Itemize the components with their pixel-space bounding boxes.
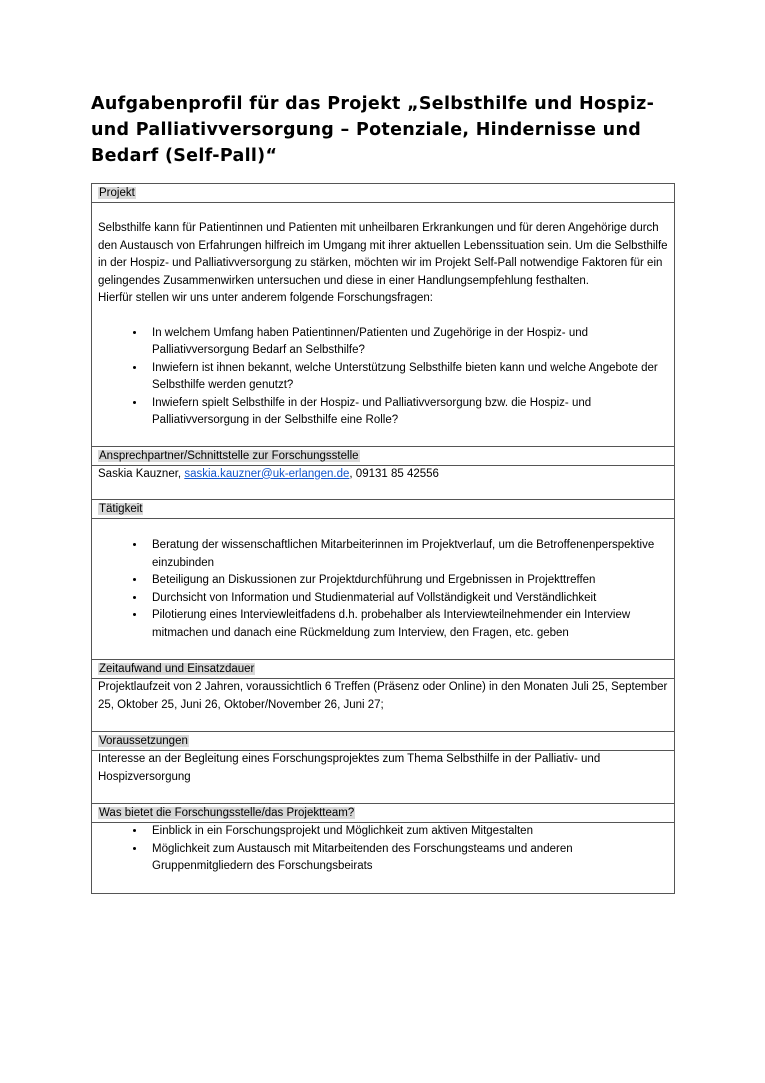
list-item: • Beratung der wissenschaftlichen Mitarbeiterinnen im Projektverlauf, um die Betroffenenperspektive einzubinden [146, 537, 668, 572]
section-angebot [92, 803, 674, 893]
section-taetigkeit [92, 499, 674, 659]
list-item: • Beteiligung an Diskussionen zur Projektdurchführung und Ergebnissen in Projekttreffen [146, 572, 668, 590]
contact-email-link[interactable]: saskia.kauzner@uk-erlangen.de [184, 467, 350, 480]
list-item: • Durchsicht von Information und Studienmaterial auf Vollständigkeit und Verständlichkeit [146, 590, 668, 608]
section-heading-voraussetzungen: Voraussetzungen [92, 732, 674, 751]
contact-phone: , 09131 85 42556 [349, 467, 439, 480]
list-item: • Möglichkeit zum Austausch mit Mitarbeitenden des Forschungsteams und anderen Gruppenmitgliedern des Forschungsbeirats [146, 841, 668, 876]
zeitaufwand-text: Projektlaufzeit von 2 Jahren, voraussichtlich 6 Treffen (Präsenz oder Online) in den Monaten Juli 25, September 25, Oktober 25, Juni 26, Oktober/November 26, Juni 27; [98, 681, 668, 711]
projekt-intro: Hierfür stellen wir uns unter anderem folgende Forschungsfragen: [98, 292, 433, 304]
section-zeitaufwand [92, 659, 674, 731]
section-voraussetzungen [92, 731, 674, 803]
voraussetzungen-text: Interesse an der Begleitung eines Forschungsprojektes zum Thema Selbsthilfe in der Palliativ- und Hospizversorgung [98, 753, 601, 783]
contact-name: Saskia Kauzner, [98, 467, 185, 480]
section-heading-projekt: Projekt [92, 184, 674, 203]
offer-list [98, 823, 668, 876]
section-ansprechpartner [92, 446, 674, 500]
research-questions-list [98, 325, 668, 430]
section-heading-ansprechpartner: Ansprechpartner/Schnittstelle zur Forschungsstelle [92, 447, 674, 466]
list-item: • Pilotierung eines Interviewleitfadens d.h. probehalber als Interviewteilnehmender ein Interview mitmachen und danach eine Rückmeldung zum Interview, den Fragen, etc. geben [146, 607, 668, 642]
list-item: • In welchem Umfang haben Patientinnen/Patienten und Zugehörige in der Hospiz- und Palliativversorgung Bedarf an Selbsthilfe? [146, 325, 668, 360]
list-item: • Inwiefern spielt Selbsthilfe in der Hospiz- und Palliativversorgung bzw. die Hospiz- und Palliativversorgung in der Selbsthilfe eine Rolle? [146, 395, 668, 430]
section-heading-angebot: Was bietet die Forschungsstelle/das Projektteam? [92, 804, 674, 823]
profile-table [91, 183, 675, 894]
section-heading-zeitaufwand: Zeitaufwand und Einsatzdauer [92, 660, 674, 679]
activities-list [98, 537, 668, 642]
list-item: • Einblick in ein Forschungsprojekt und Möglichkeit zum aktiven Mitgestalten [146, 823, 668, 841]
section-projekt [92, 184, 674, 446]
document-title: Aufgabenprofil für das Projekt „Selbsthilfe und Hospiz- und Palliativversorgung – Potenziale, Hindernisse und Bedarf (Self-Pall)“ [91, 94, 655, 166]
projekt-paragraph: Selbsthilfe kann für Patientinnen und Patienten mit unheilbaren Erkrankungen und für deren Angehörige durch den Austausch von Erfahrungen hilfreich im Umgang mit ihrer aktuellen Lebenssituation sein. Um die Selbsthilfe in der Hospiz- und Palliativversorgung zu stärken, möchten wir im Projekt Self-Pall notwendige Faktoren für ein gelingendes Zusammenwirken untersuchen und diese in einer Handlungsempfehlung festhalten. [98, 222, 668, 287]
list-item: • Inwiefern ist ihnen bekannt, welche Unterstützung Selbsthilfe bieten kann und welche Angebote der Selbsthilfe werden genutzt? [146, 360, 668, 395]
section-heading-taetigkeit: Tätigkeit [92, 500, 674, 519]
